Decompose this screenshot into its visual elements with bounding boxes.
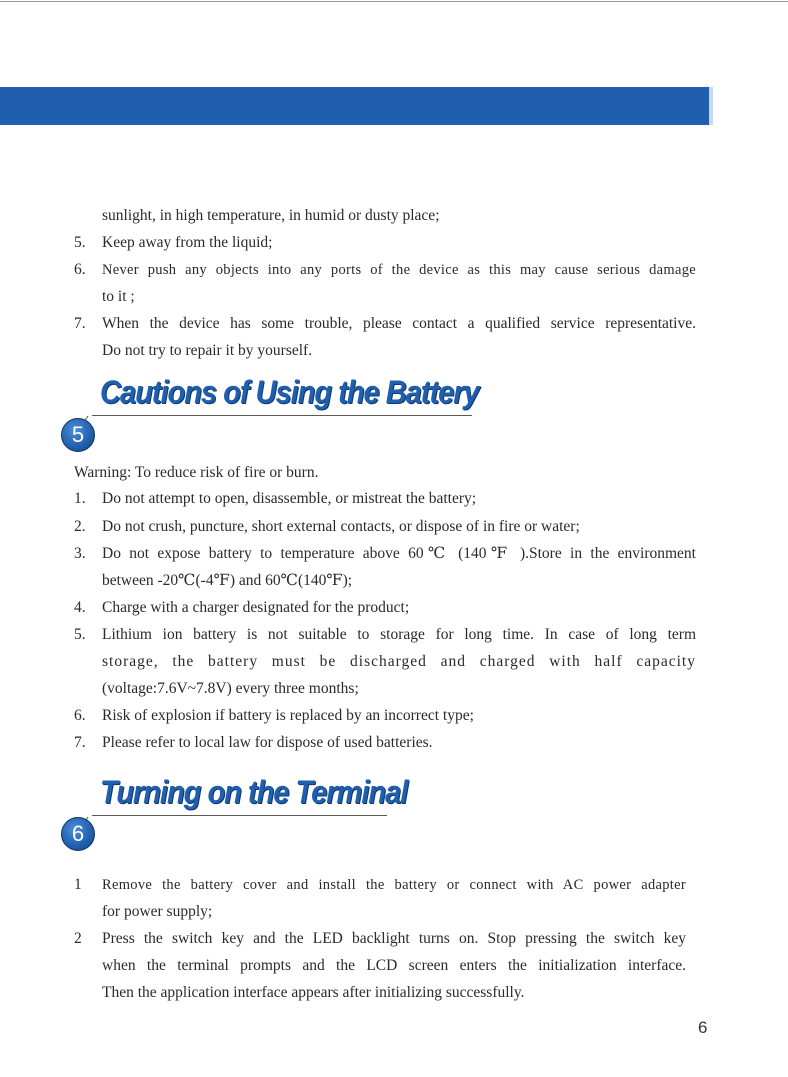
list-item-number: 6. <box>74 707 86 724</box>
section-5-badge: 5 <box>61 418 95 452</box>
list-item-number: 7. <box>74 315 86 332</box>
list-item-text: Keep away from the liquid; <box>102 234 273 251</box>
list-item-number: 1 <box>74 876 82 893</box>
list-item-text: Remove the battery cover and install the battery or connect with AC power adapter <box>102 877 686 893</box>
list-item-text: storage, the battery must be discharged and charged with half capacity <box>102 653 696 670</box>
battery-warning: Warning: To reduce risk of fire or burn. <box>74 464 319 481</box>
list-item-text: Risk of explosion if battery is replaced by an incorrect type; <box>102 707 474 724</box>
list-item-text: when the terminal prompts and the LCD screen enters the initialization interface. <box>102 957 686 974</box>
list-item-number: 6. <box>74 261 86 278</box>
list-item-number: 5. <box>74 626 86 643</box>
list-item-number: 4. <box>74 599 86 616</box>
list-item-text: between -20℃(-4℉) and 60℃(140℉); <box>102 572 353 589</box>
header-bar-edge <box>709 87 713 125</box>
list-item-text: Do not expose battery to temperature above 60℃ (140℉ ).Store in the environment <box>102 545 696 562</box>
section-5-title: Cautions of Using the Battery <box>100 375 479 411</box>
list-item-text: When the device has some trouble, please contact a qualified service representative. <box>102 315 696 332</box>
section-5-rule <box>92 415 472 416</box>
list-item-text: Do not try to repair it by yourself. <box>102 342 313 359</box>
list-item-text: Charge with a charger designated for the product; <box>102 599 410 616</box>
list-lead-line: sunlight, in high temperature, in humid or dusty place; <box>102 207 440 224</box>
list-item-text: Do not crush, puncture, short external contacts, or dispose of in fire or water; <box>102 518 580 535</box>
section-6-rule <box>92 815 387 816</box>
list-item-text: for power supply; <box>102 903 213 920</box>
list-item-text: (voltage:7.6V~7.8V) every three months; <box>102 680 359 697</box>
section-6-title: Turning on the Terminal <box>100 775 408 811</box>
top-rule <box>0 1 788 2</box>
list-item-number: 3. <box>74 545 86 562</box>
page-number: 6 <box>698 1018 708 1037</box>
list-item-number: 2. <box>74 518 86 535</box>
list-item-number: 7. <box>74 734 86 751</box>
list-item-number: 1. <box>74 490 86 507</box>
list-item-number: 2 <box>74 930 82 947</box>
list-item-text: Press the switch key and the LED backlight turns on. Stop pressing the switch key <box>102 930 686 947</box>
list-item-text: Do not attempt to open, disassemble, or mistreat the battery; <box>102 490 477 507</box>
list-item-text: to it ; <box>102 288 135 305</box>
list-item-text: Then the application interface appears after initializing successfully. <box>102 984 525 1001</box>
list-item-text: Never push any objects into any ports of the device as this may cause serious damage <box>102 262 696 278</box>
list-item-text: Lithium ion battery is not suitable to storage for long time. In case of long term <box>102 626 696 643</box>
list-item-text: Please refer to local law for dispose of used batteries. <box>102 734 433 751</box>
header-bar <box>0 87 709 125</box>
section-6-badge: 6 <box>61 817 95 851</box>
list-item-number: 5. <box>74 234 86 251</box>
